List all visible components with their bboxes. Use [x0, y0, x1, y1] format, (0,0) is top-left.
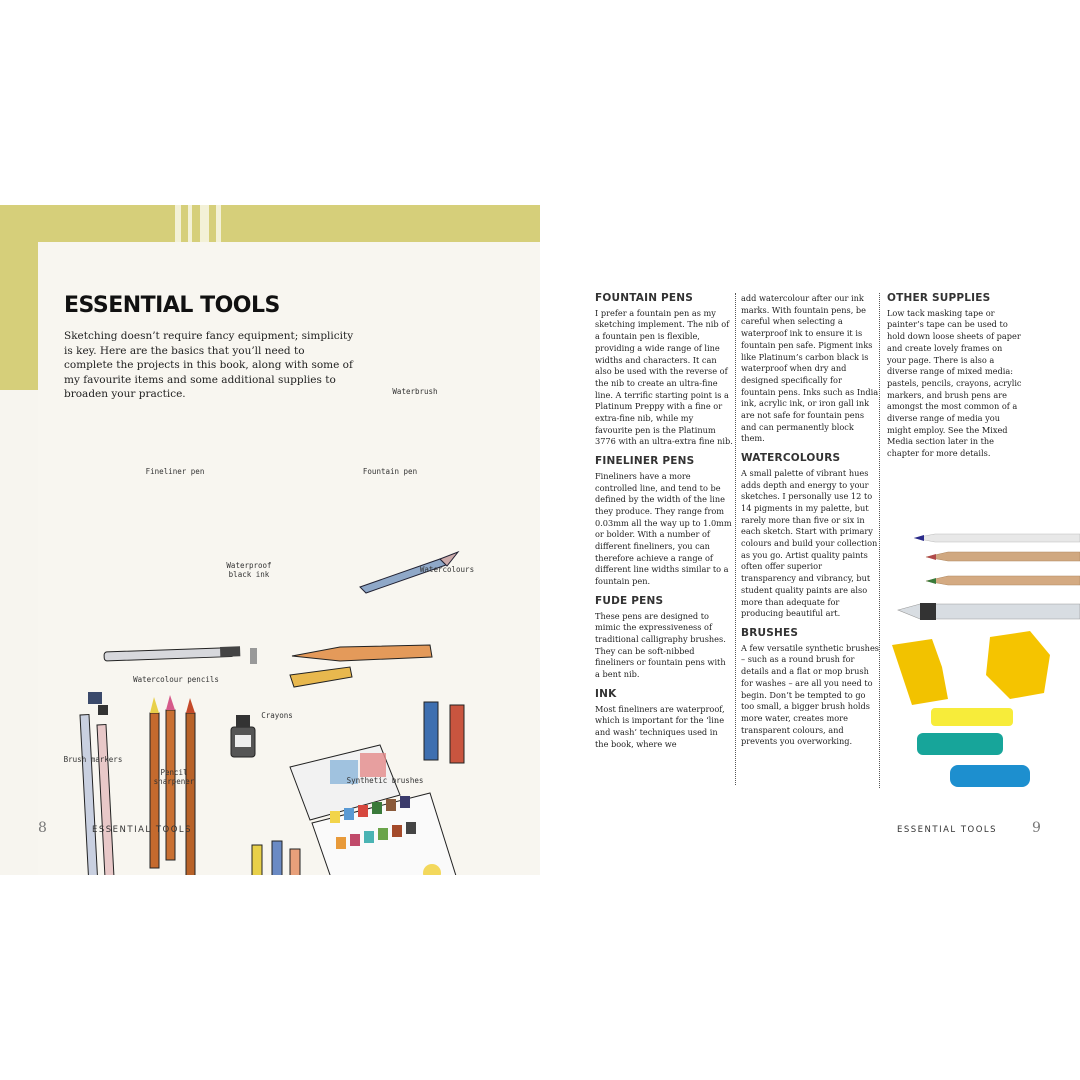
watercolour-tubes-icon — [424, 702, 464, 763]
label-synthetic-brushes: Synthetic brushes — [346, 776, 424, 785]
pastels-icon — [917, 708, 1030, 787]
ink-bottle-icon — [231, 715, 255, 757]
running-head-right: ESSENTIAL TOOLS — [897, 825, 998, 835]
label-waterbrush: Waterbrush — [392, 387, 438, 396]
fineliner-pen-icon — [104, 646, 257, 664]
label-waterproof-ink-line1: Waterproof — [226, 561, 272, 570]
heading-brushes: BRUSHES — [741, 626, 799, 639]
supplies-photo — [540, 205, 1080, 875]
body-fineliner-pens: Fineliners have a more controlled line, and tend to be defined by the width of the line they produce. They range from 0.03mm all the way up to 1.0mm or bolder. With a number of different fineliners, you can therefore achieve a range of different line widths similar to a fountain pen. — [595, 470, 732, 587]
watercolour-palette-icon — [290, 745, 462, 875]
body-watercolours: A small palette of vibrant hues adds depth and energy to your sketches. I personally use 12 to 14 pigments in my palette, but rarely more than five or six in each sketch. Start with primary colours and build your collection as you go. Artist quality paints often offer superior transparency and vibrancy, but student quality paints are also more than adequate for producing beautiful art. — [741, 467, 878, 619]
page-title: ESSENTIAL TOOLS — [64, 293, 280, 318]
heading-other-supplies: OTHER SUPPLIES — [887, 292, 991, 304]
running-head-left: ESSENTIAL TOOLS — [92, 825, 193, 835]
label-fountain-pen: Fountain pen — [362, 467, 418, 476]
label-waterproof-ink — [222, 561, 276, 579]
body-ink-continued: add watercolour after our ink marks. With fountain pens, be careful when selecting a waterproof ink to ensure it is fountain pen safe. Pigment inks like Platinum’s carbon black is waterproof when dry and designed specifically for fountain pens. Inks such as India ink, acrylic ink, or iron gall ink are not safe for fountain pens and can permanently block them. — [741, 293, 879, 444]
label-crayons: Crayons — [261, 711, 293, 720]
heading-fineliner-pens: FINELINER PENS — [595, 455, 695, 468]
tools-illustration — [0, 205, 540, 875]
right-page — [540, 205, 1080, 875]
label-waterproof-ink-line2: black ink — [228, 570, 270, 579]
pencils-icon — [914, 534, 1080, 585]
body-other-supplies: Low tack masking tape or painter’s tape can be used to hold down loose sheets of paper and create lovely frames on your page. There is also a diverse range of mixed media: pastels, pencils, crayons, acrylic markers, and brush pens are amongst the most common of a diverse range of media you might employ. See the Mixed Media section later in the chapter for more details. — [887, 307, 1022, 459]
label-watercolours: Watercolours — [419, 565, 475, 574]
label-pencil-sharpener — [146, 768, 202, 786]
body-fude-pens: These pens are designed to mimic the expressiveness of traditional calligraphy brushes. They can be soft-nibbed fineliners or fountain pens with a bent nib. — [595, 610, 726, 680]
intro-paragraph: Sketching doesn’t require fancy equipment; simplicity is key. Here are the basics that you’ll need to complete the projects in this book, along with some of my favourite items and some additional supplies to broaden your practice. — [64, 330, 354, 401]
heading-fude-pens: FUDE PENS — [595, 594, 664, 607]
heading-watercolours: WATERCOLOURS — [741, 452, 841, 465]
brush-markers-icon — [58, 692, 116, 875]
body-brushes: A few versatile synthetic brushes – such as a round brush for details and a flat or mop brush for washes – are all you need to begin. Don’t be tempted to go too small, a bigger brush holds more water, creates more transparent colours, and prevents you overworking. — [741, 642, 880, 747]
masking-tape-icon — [892, 631, 1050, 705]
crayons-icon — [252, 841, 300, 875]
book-spread — [0, 205, 1080, 875]
label-pencil-sharpener-line2: sharpener — [153, 777, 195, 786]
heading-fountain-pens: FOUNTAIN PENS — [595, 292, 694, 304]
left-page — [0, 205, 540, 875]
fountain-pen-icon — [290, 645, 432, 687]
label-fineliner-pen: Fineliner pen — [145, 467, 205, 476]
body-ink: Most fineliners are waterproof, which is important for the ‘line and wash’ techniques used in the book, where we — [595, 703, 725, 749]
water-brush-pen-icon — [898, 603, 1080, 620]
page-number-left: 8 — [38, 820, 47, 836]
page-number-right: 9 — [1032, 820, 1041, 836]
heading-ink: INK — [595, 687, 617, 700]
label-watercolour-pencils: Watercolour pencils — [133, 675, 219, 684]
body-fountain-pens: I prefer a fountain pen as my sketching implement. The nib of a fountain pen is flexible, providing a wide range of line widths and characters. It can also be used with the reverse of the nib to create an ultra-fine line. A terrific starting point is a Platinum Preppy with a fine or extra-fine nib, while my favourite pen is the Platinum 3776 with an ultra-extra fine nib. — [595, 307, 733, 447]
label-brush-markers: Brush markers — [63, 755, 123, 764]
label-pencil-sharpener-line1: Pencil — [160, 768, 188, 777]
